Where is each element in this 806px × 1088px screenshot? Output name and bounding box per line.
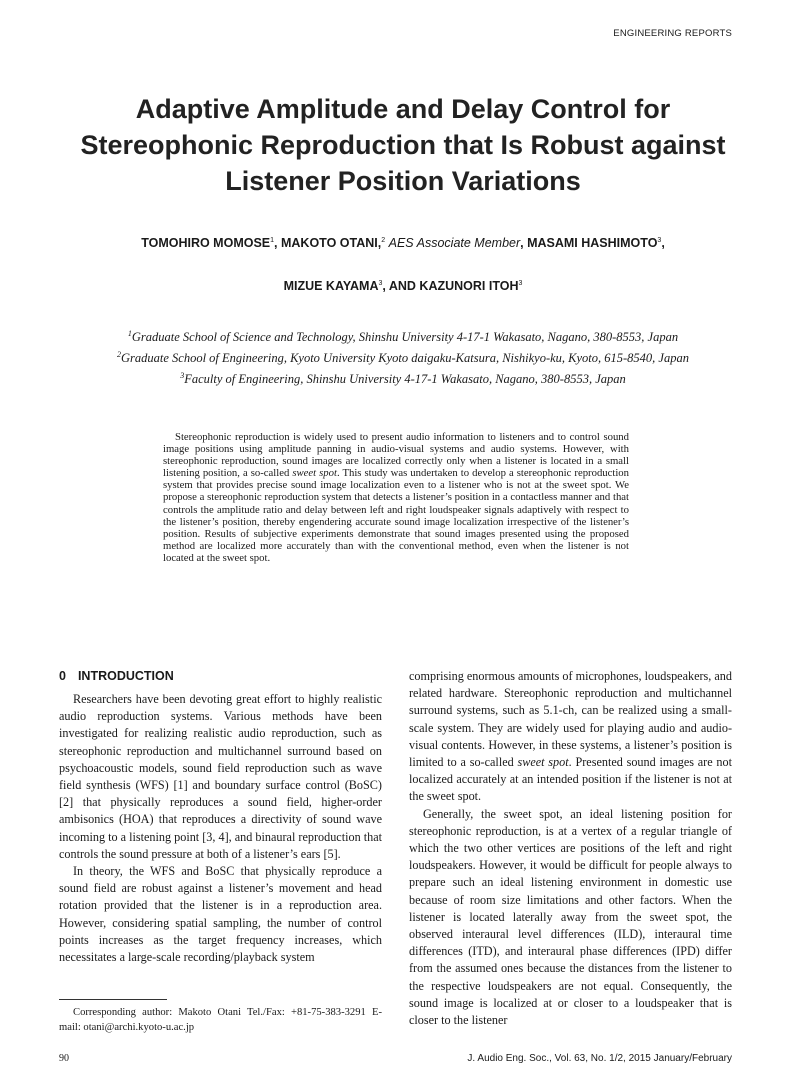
affiliation-3-marker: 3 xyxy=(180,371,185,381)
author-line-2: MIZUE KAYAMA$^3$, AND KAZUNORI ITOH$^3$ xyxy=(283,279,523,293)
author-momose-affil: 1 xyxy=(270,236,275,244)
title-line-3: Listener Position Variations xyxy=(225,166,581,196)
affiliation-3-text: Faculty of Engineering, Shinshu University 4-17-1 Wakasato, Nagano, 380-8553, Japan xyxy=(184,372,626,387)
abstract-text-2: . This study was undertaken to develop a stereophonic reproduction system that provides precise sound image localization even to a listener who is not at the sweet spot. We propose a stereophonic reproduction system that detects a listener’s position in a contactless manner and that controls the amplitude ratio and delay between left and right loudspeaker signals adaptively with respect to the listener’s position, thereby engendering accurate sound image localization irrespective of the listener’s position. Results of subjective experiments demonstrate that sound images presented using the proposed method are localized more accurately than with the conventional method, even when the listener is not located at the sweet spot. xyxy=(163,467,629,564)
title-line-1: Adaptive Amplitude and Delay Control for xyxy=(135,94,671,124)
section-title: INTRODUCTION xyxy=(77,669,174,683)
affiliation-3 xyxy=(40,367,766,388)
page-number: 90 xyxy=(59,1053,69,1064)
author-hashimoto-affil: 3 xyxy=(657,236,662,244)
abstract-text-1: Stereophonic reproduction is widely used to present audio information to listeners and to control sound image positions using amplitude panning in audio-visual systems and audio systems. However, with stereophonic reproduction, sound images are localized correctly only when a listener is located in a small listening position, a so-called xyxy=(163,431,629,480)
intro-paragraph-2-continued xyxy=(409,668,732,806)
author-otani: MAKOTO OTANI, xyxy=(280,236,382,250)
column-right xyxy=(409,668,732,1029)
author-otani-affil: 2 xyxy=(381,236,386,244)
affiliation-2-marker: 2 xyxy=(117,350,121,360)
author-momose: TOMOHIRO MOMOSE xyxy=(141,236,271,250)
intro-paragraph-2: In theory, the WFS and BoSC that physically reproduce a sound field are robust against a listener’s movement and head rotation provided that the listener is in a reproduction area. However, considering spatial sampling, the number of control points increases as the target frequency increases, which necessitates a large-scale recording/playback system xyxy=(59,864,382,965)
intro-p2-emphasis: sweet spot xyxy=(517,755,569,770)
author-itoh-affil: 3 xyxy=(518,279,523,287)
intro-p2-end-text: . Presented sound images are not localized accurately at an intended position if the listener is not at the sweet spot. xyxy=(409,755,732,804)
section-number: 0 xyxy=(59,669,66,683)
author-kayama: MIZUE KAYAMA xyxy=(283,279,379,293)
affiliations xyxy=(40,325,766,388)
author-itoh: AND KAZUNORI ITOH xyxy=(388,279,519,293)
abstract xyxy=(163,431,629,564)
abstract-paragraph xyxy=(163,431,629,564)
affiliation-2-text: Graduate School of Engineering, Kyoto University Kyoto daigaku-Katsura, Nishikyo-ku, Kyoto, 615-8540, Japan xyxy=(121,351,689,366)
journal-citation: J. Audio Eng. Soc., Vol. 63, No. 1/2, 2015 January/February xyxy=(467,1053,732,1064)
column-left xyxy=(59,668,382,966)
intro-p2-cont-text: comprising enormous amounts of microphones, loudspeakers, and related hardware. Stereophonic reproduction and multichannel surround systems, such as 5.1-ch, can be realized using a small-scale system. They are widely used for playing audio and audio-visual contents. However, in these systems, a listener’s position is limited to a so-called xyxy=(409,669,732,770)
running-head: ENGINEERING REPORTS xyxy=(613,28,732,39)
author-line-1: TOMOHIRO MOMOSE$^1$, MAKOTO OTANI,$^2$ AES Associate Member, MASAMI HASHIMOTO$^3$, xyxy=(141,236,665,250)
affiliation-1-text: Graduate School of Science and Technology, Shinshu University 4-17-1 Wakasato, Nagano, 380-8553, Japan xyxy=(131,330,679,345)
paper-title xyxy=(40,91,766,199)
intro-paragraph-1: Researchers have been devoting great effort to highly realistic audio reproduction systems. Various methods have been investigated for realizing realistic audio reproduction, such as stereophonic reproduction and multichannel surround based on psychoacoustic models, sound field reproduction such as wave field synthesis (WFS) [1] and boundary surface control (BoSC) [2] that physically reproduces a sound field, higher-order ambisonics (HOA) that reproduces a directivity of sound wave incoming to a listening point [3, 4], and binaural reproduction that controls the sound pressure at both of a listener’s ears [5]. xyxy=(59,692,382,861)
author-kayama-affil: 3 xyxy=(378,279,383,287)
author-otani-membership: AES Associate Member xyxy=(388,236,521,250)
affiliation-1 xyxy=(40,325,766,346)
footnote xyxy=(59,1005,382,1035)
abstract-emphasis: sweet spot xyxy=(292,467,337,480)
title-line-2: Stereophonic Reproduction that Is Robust against xyxy=(80,130,726,160)
affiliation-2 xyxy=(40,346,766,367)
section-heading xyxy=(59,668,382,684)
intro-paragraph-3: Generally, the sweet spot, an ideal listening position for stereophonic reproduction, is at a vertex of a regular triangle of which the two other vertices are positions of the left and right loudspeakers. However, it would be difficult for people always to prepare such an ideal listening environment in domestic use because of room size limitations and other factors. When the listener is located laterally away from the sweet spot, the observed interaural level differences (ILD), interaural time differences (ITD), and interaural phase differences (IPD) differ from the assumed ones because the distances from the listener to the respective loudspeakers are not equal. Consequently, the sound image is localized at or closer to a loudspeaker that is closer to the listener xyxy=(409,806,732,1028)
footnote-divider xyxy=(59,999,167,1000)
author-hashimoto: MASAMI HASHIMOTO xyxy=(527,236,658,250)
affiliation-1-marker: 1 xyxy=(127,329,132,338)
corresponding-author-note: Corresponding author: Makoto Otani Tel./Fax: +81-75-383-3291 E-mail: otani@archi.kyoto-u.ac.jp xyxy=(59,1007,382,1033)
